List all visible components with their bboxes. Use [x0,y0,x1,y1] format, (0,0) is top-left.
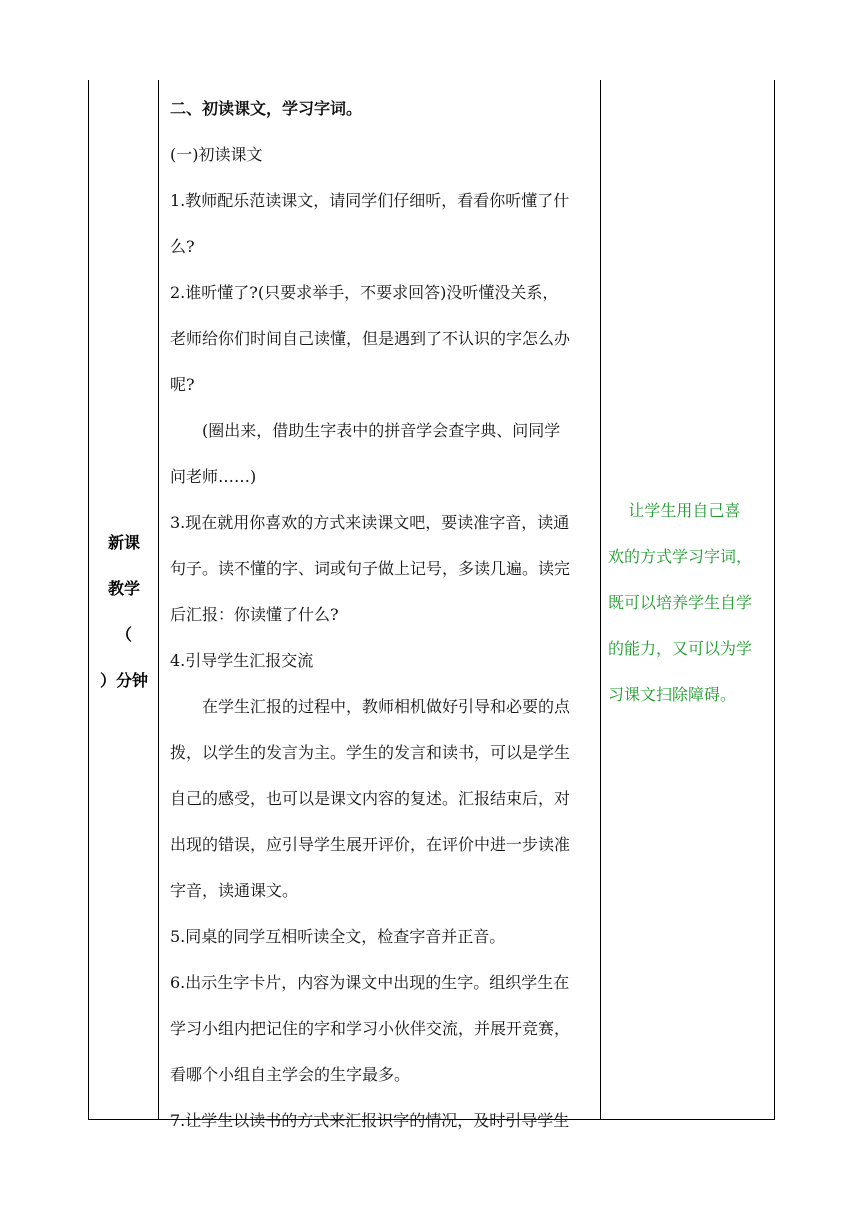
table-border-right [774,80,775,1120]
content-line: 看哪个小组自主学会的生字最多。 [170,1065,411,1084]
note-line: 的能力，又可以为学 [608,639,753,658]
content-line: 二、初读课文，学习字词。 [170,99,363,118]
content-line: 1.教师配乐范读课文，请同学们仔细听，看看你听懂了什 [170,191,570,210]
content-line: 问老师……) [170,467,257,486]
table-divider-1 [158,80,159,1120]
content-line: 4.引导学生汇报交流 [170,651,314,670]
section-label-line: 教学 [107,579,140,598]
note-line: 让学生用自己喜 [608,501,741,520]
design-note [608,488,774,718]
note-line: 习课文扫除障碍。 [608,685,737,704]
content-line: 6.出示生字卡片，内容为课文中出现的生字。组织学生在 [170,973,570,992]
section-label-line: ）分钟 [99,671,148,690]
content-line: 么? [170,237,195,256]
content-line: 拨，以学生的发言为主。学生的发言和读书，可以是学生 [170,743,571,762]
content-line: 老师给你们时间自己读懂，但是遇到了不认识的字怎么办 [170,329,571,348]
table-border-left [88,80,89,1120]
note-line: 既可以培养学生自学 [608,593,753,612]
section-label-line: 新课 [107,533,140,552]
content-line: (一)初读课文 [170,145,263,164]
content-line: 自己的感受，也可以是课文内容的复述。汇报结束后，对 [170,789,571,808]
content-line: (圈出来，借助生字表中的拼音学会查字典、问同学 [202,421,561,440]
content-line: 在学生汇报的过程中，教师相机做好引导和必要的点 [202,697,571,716]
content-line: 后汇报：你读懂了什么? [170,605,339,624]
content-line: 出现的错误，应引导学生展开评价，在评价中进一步读准 [170,835,571,854]
content-line: 呢? [170,375,195,394]
content-line: 学习小组内把记住的字和学习小伙伴交流，并展开竞赛， [170,1019,571,1038]
content-line: 3.现在就用你喜欢的方式来读课文吧，要读准字音，读通 [170,513,570,532]
section-label-line: （ [115,625,132,644]
section-label [90,520,158,704]
content-line: 句子。读不懂的字、词或句子做上记号，多读几遍。读完 [170,559,571,578]
note-line: 欢的方式学习字词， [608,547,753,566]
content-line: 5.同桌的同学互相听读全文，检查字音并正音。 [170,927,506,946]
content-line: 7.让学生以读书的方式来汇报识字的情况，及时引导学生 [170,1111,570,1130]
lesson-content [170,86,602,1144]
content-line: 字音，读通课文。 [170,881,299,900]
content-line: 2.谁听懂了?(只要求举手，不要求回答)没听懂没关系， [170,283,559,302]
